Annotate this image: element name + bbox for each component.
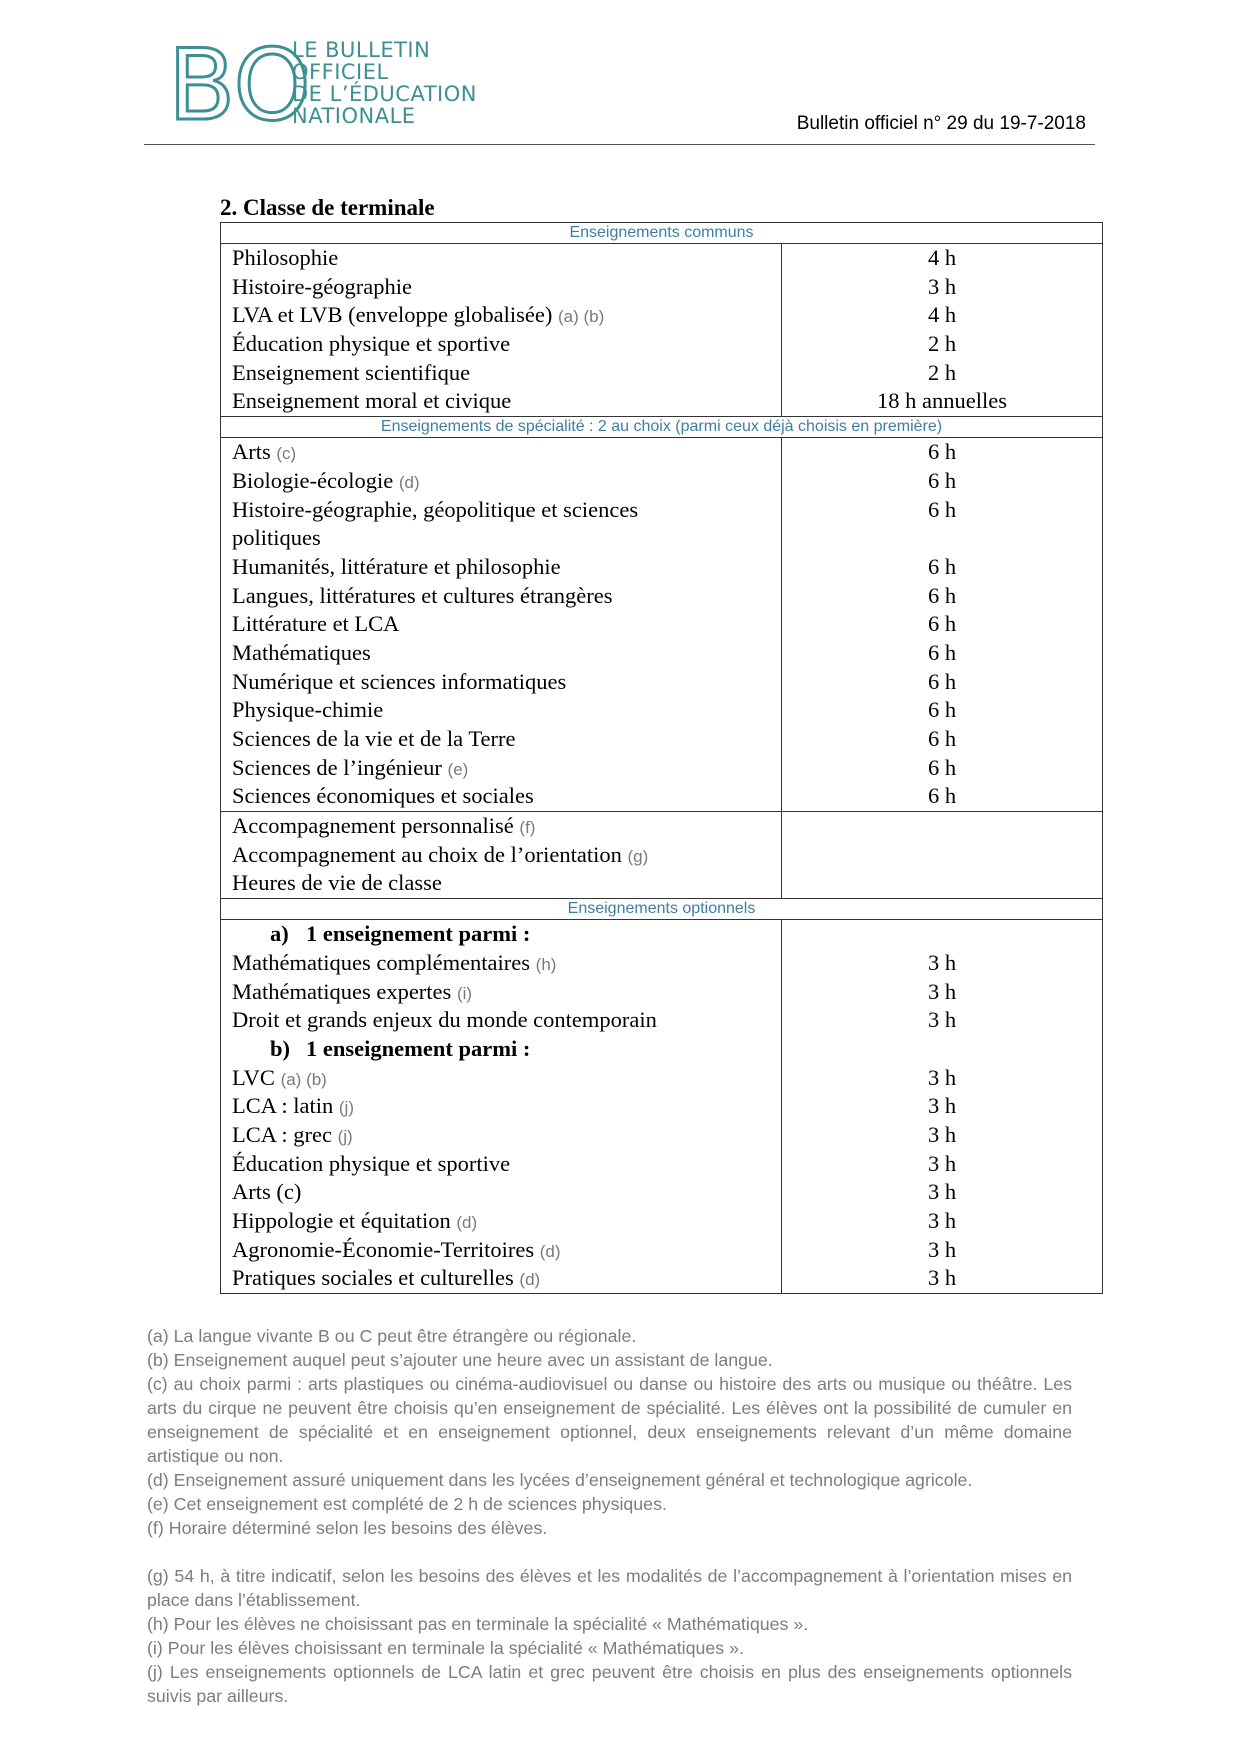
course-label bbox=[232, 668, 781, 697]
specialite-block bbox=[221, 438, 1103, 812]
footnote-ref: (j) bbox=[338, 1098, 354, 1118]
course-name: Physique-chimie bbox=[232, 697, 384, 723]
footnote: (a) La langue vivante B ou C peut être étrangère ou régionale. bbox=[147, 1326, 637, 1346]
footnote-ref: (h) bbox=[535, 954, 557, 974]
course-name: Heures de vie de classe bbox=[232, 870, 442, 896]
footnote: (b) Enseignement auquel peut s’ajouter une heure avec un assistant de langue. bbox=[147, 1350, 773, 1370]
course-hours: 3 h bbox=[927, 1208, 957, 1234]
bulletin-reference: Bulletin officiel n° 29 du 19-7-2018 bbox=[796, 113, 1086, 134]
course-hours: 6 h bbox=[927, 726, 957, 752]
course-hours: 6 h bbox=[927, 639, 957, 665]
bo-logo bbox=[168, 29, 477, 143]
course-name: Numérique et sciences informatiques bbox=[232, 668, 567, 694]
option-group-text: 1 enseignement parmi : bbox=[306, 921, 531, 947]
header-divider bbox=[144, 144, 1095, 145]
accompagnement-block bbox=[221, 812, 1103, 899]
option-group-marker: a) bbox=[270, 921, 289, 947]
course-label bbox=[232, 1264, 781, 1293]
course-label bbox=[232, 754, 781, 783]
footnote: (e) Cet enseignement est complété de 2 h de sciences physiques. bbox=[147, 1494, 667, 1514]
course-label bbox=[232, 359, 781, 388]
course-hours: 3 h bbox=[927, 1121, 957, 1147]
course-hours: 3 h bbox=[927, 1265, 957, 1291]
empty-cell bbox=[782, 920, 1102, 949]
course-hours: 6 h bbox=[927, 439, 957, 465]
course-name: Littérature et LCA bbox=[232, 611, 400, 637]
course-label bbox=[232, 387, 781, 416]
course-name: Arts (c) bbox=[232, 1179, 302, 1205]
course-name: Mathématiques bbox=[232, 639, 371, 665]
course-label bbox=[232, 1064, 781, 1093]
course-name: Histoire-géographie bbox=[232, 273, 412, 299]
course-name: Pratiques sociales et culturelles bbox=[232, 1265, 514, 1291]
course-name: Accompagnement au choix de l’orientation bbox=[232, 841, 622, 867]
communs-block bbox=[221, 244, 1103, 417]
course-hours: 6 h bbox=[927, 496, 957, 522]
course-hours: 6 h bbox=[927, 668, 957, 694]
course-hours: 3 h bbox=[927, 978, 957, 1004]
course-name: Humanités, littérature et philosophie bbox=[232, 553, 561, 579]
course-hours: 3 h bbox=[927, 1064, 957, 1090]
section-title: 2. Classe de terminale bbox=[220, 195, 435, 220]
optionnels-labels bbox=[221, 920, 782, 1294]
course-name: Agronomie-Économie-Territoires bbox=[232, 1236, 535, 1262]
footnote-ref: (e) bbox=[447, 759, 469, 779]
logo-line: LE BULLETIN bbox=[292, 38, 431, 62]
course-hours: 6 h bbox=[927, 467, 957, 493]
course-label bbox=[232, 467, 781, 496]
course-name: Sciences économiques et sociales bbox=[232, 783, 534, 809]
course-hours: 4 h bbox=[927, 302, 957, 328]
course-name: Philosophie bbox=[232, 245, 339, 270]
option-group-marker: b) bbox=[270, 1035, 291, 1061]
course-name: Sciences de la vie et de la Terre bbox=[232, 726, 516, 752]
course-name: Droit et grands enjeux du monde contemporain bbox=[232, 1007, 657, 1033]
footnote-gap bbox=[147, 1540, 1072, 1564]
course-name: LVA et LVB (enveloppe globalisée) bbox=[232, 302, 553, 328]
bo-logo-mark bbox=[168, 29, 311, 143]
course-hours: 3 h bbox=[927, 1236, 957, 1262]
course-name: Accompagnement personnalisé bbox=[232, 813, 514, 839]
course-name: Éducation physique et sportive bbox=[232, 331, 511, 357]
schedule-table bbox=[220, 222, 1103, 1294]
footnote: (f) Horaire déterminé selon les besoins des élèves. bbox=[147, 1518, 548, 1538]
logo-line: DE L’ÉDUCATION bbox=[292, 82, 477, 106]
accompagnement-hours bbox=[782, 812, 1103, 899]
course-label bbox=[232, 1236, 781, 1265]
communs-hours bbox=[782, 244, 1103, 417]
course-hours: 2 h bbox=[927, 359, 957, 385]
optionnels-hours bbox=[782, 920, 1103, 1294]
course-label bbox=[232, 610, 781, 639]
course-name: Enseignement scientifique bbox=[232, 359, 471, 385]
course-hours: 3 h bbox=[927, 1093, 957, 1119]
course-name: Enseignement moral et civique bbox=[232, 388, 512, 414]
course-label bbox=[232, 869, 781, 898]
footnote-ref: (i) bbox=[456, 983, 473, 1003]
course-hours: 2 h bbox=[927, 331, 957, 357]
category-heading-communs: Enseignements communs bbox=[221, 223, 1103, 244]
optionnels-block bbox=[221, 920, 1103, 1294]
course-label bbox=[232, 273, 781, 302]
course-label bbox=[232, 725, 781, 754]
course-label bbox=[232, 812, 781, 841]
course-hours: 6 h bbox=[927, 754, 957, 780]
course-label bbox=[232, 1178, 781, 1207]
course-label bbox=[232, 841, 781, 870]
logo-wordmark bbox=[292, 39, 477, 127]
course-label bbox=[232, 1121, 781, 1150]
footnote: (d) Enseignement assuré uniquement dans les lycées d’enseignement général et technologique agricole. bbox=[147, 1470, 973, 1490]
course-name: Langues, littératures et cultures étrangères bbox=[232, 582, 613, 608]
footnote-ref: (d) bbox=[398, 472, 420, 492]
logo-line: NATIONALE bbox=[292, 104, 416, 128]
course-label bbox=[232, 438, 781, 467]
course-label bbox=[232, 949, 781, 978]
footnote-ref: (f) bbox=[519, 818, 536, 838]
footnote: (i) Pour les élèves choisissant en terminale la spécialité « Mathématiques ». bbox=[147, 1638, 744, 1658]
course-name: LCA : grec bbox=[232, 1121, 332, 1147]
empty-cell bbox=[782, 1035, 1102, 1064]
course-hours: 3 h bbox=[927, 1150, 957, 1176]
category-heading-optionnels: Enseignements optionnels bbox=[221, 899, 1103, 920]
footnote-ref: (a) (b) bbox=[558, 307, 605, 327]
footnotes bbox=[147, 1324, 1072, 1708]
course-hours: 3 h bbox=[927, 949, 957, 975]
specialite-hours bbox=[782, 438, 1103, 812]
course-label bbox=[232, 1092, 781, 1121]
specialite-labels bbox=[221, 438, 782, 812]
footnote-ref: (d) bbox=[456, 1213, 478, 1233]
footnote: (g) 54 h, à titre indicatif, selon les besoins des élèves et les modalités de l’accompagnement à l’orientation mises en place dans l’établissement. bbox=[147, 1566, 1072, 1610]
course-name: Arts bbox=[232, 439, 271, 465]
option-group-text: 1 enseignement parmi : bbox=[306, 1035, 531, 1061]
course-label bbox=[232, 496, 672, 553]
course-hours: 6 h bbox=[927, 582, 957, 608]
footnote-ref: (c) bbox=[276, 444, 297, 464]
footnote-ref: (d) bbox=[539, 1241, 561, 1261]
course-label bbox=[232, 696, 781, 725]
course-hours: 6 h bbox=[927, 697, 957, 723]
accompagnement-labels bbox=[221, 812, 782, 899]
footnote-ref: (d) bbox=[519, 1270, 541, 1290]
category-heading-specialite: Enseignements de spécialité : 2 au choix (parmi ceux déjà choisis en première) bbox=[221, 417, 1103, 438]
course-name: Éducation physique et sportive bbox=[232, 1150, 511, 1176]
course-label bbox=[232, 553, 781, 582]
footnote: (j) Les enseignements optionnels de LCA latin et grec peuvent être choisis en plus des enseignements optionnels suivis par ailleurs. bbox=[147, 1662, 1072, 1706]
logo-letters: BO bbox=[168, 29, 311, 143]
course-name: Mathématiques complémentaires bbox=[232, 949, 531, 975]
course-hours: 6 h bbox=[927, 611, 957, 637]
footnote-ref: (a) (b) bbox=[280, 1069, 327, 1089]
course-hours: 3 h bbox=[927, 273, 957, 299]
course-hours: 3 h bbox=[927, 1179, 957, 1205]
option-group-title bbox=[232, 1035, 781, 1064]
course-hours: 6 h bbox=[927, 553, 957, 579]
course-name: LCA : latin bbox=[232, 1093, 334, 1119]
course-label bbox=[232, 1006, 781, 1035]
course-label bbox=[232, 330, 781, 359]
course-name: Mathématiques expertes bbox=[232, 978, 452, 1004]
communs-labels bbox=[221, 244, 782, 417]
course-name: Hippologie et équitation bbox=[232, 1208, 451, 1234]
course-label bbox=[232, 782, 781, 811]
course-hours: 3 h bbox=[927, 1007, 957, 1033]
course-name: Sciences de l’ingénieur bbox=[232, 754, 442, 780]
course-label bbox=[232, 301, 781, 330]
course-hours: 18 h annuelles bbox=[877, 388, 1007, 414]
course-label bbox=[232, 978, 781, 1007]
footnote-ref: (g) bbox=[627, 846, 649, 866]
logo-line: OFFICIEL bbox=[292, 60, 389, 84]
option-group-title bbox=[232, 920, 781, 949]
course-hours: 6 h bbox=[927, 783, 957, 809]
course-label bbox=[232, 582, 781, 611]
course-label bbox=[232, 1207, 781, 1236]
footnote: (h) Pour les élèves ne choisissant pas en terminale la spécialité « Mathématiques ». bbox=[147, 1614, 809, 1634]
course-label bbox=[232, 639, 781, 668]
course-label bbox=[232, 244, 781, 273]
course-label bbox=[232, 1150, 781, 1179]
course-name: LVC bbox=[232, 1064, 275, 1090]
footnote: (c) au choix parmi : arts plastiques ou cinéma-audiovisuel ou danse ou histoire des arts ou musique ou théâtre. Les arts du cirque ne peuvent être choisis qu’en enseignement de spécialité. Les élèves ont la possibilité de cumuler en enseignement de spécialité et en enseignement optionnel, deux enseignements relevant d’un même domaine artistique ou non. bbox=[147, 1374, 1072, 1466]
course-hours: 4 h bbox=[927, 245, 957, 270]
footnote-ref: (j) bbox=[337, 1126, 353, 1146]
course-name: Biologie-écologie bbox=[232, 467, 394, 493]
course-name: Histoire-géographie, géopolitique et sciences politiques bbox=[232, 496, 639, 551]
